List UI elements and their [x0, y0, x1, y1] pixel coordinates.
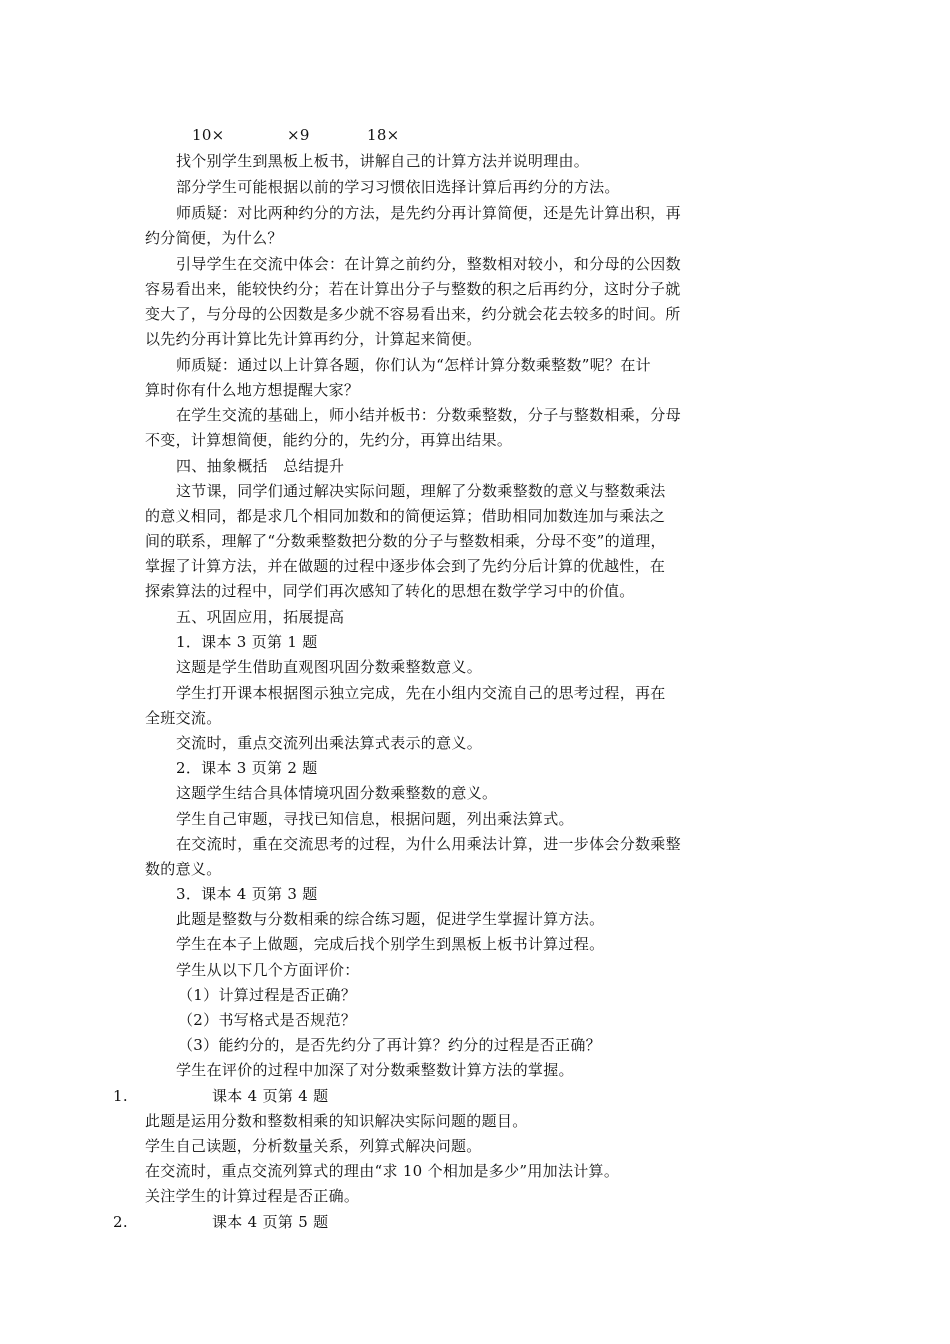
paragraph-line: 师质疑：通过以上计算各题，你们认为“怎样计算分数乘整数”呢？在计: [176, 356, 651, 374]
exercise-heading: 2．课本 3 页第 2 题: [176, 759, 318, 777]
paragraph-line: 全班交流。: [145, 709, 222, 727]
paragraph-line: 交流时，重点交流列出乘法算式表示的意义。: [176, 734, 483, 752]
paragraph-line: 学生从以下几个方面评价：: [176, 961, 360, 979]
paragraph-line: 引导学生在交流中体会：在计算之前约分，整数相对较小，和分母的公因数: [176, 255, 681, 273]
list-number: 1.: [113, 1087, 128, 1105]
paragraph-line: 学生在评价的过程中加深了对分数乘整数计算方法的掌握。: [176, 1061, 574, 1079]
paragraph-line: 的意义相同，都是求几个相同加数和的简便运算；借助相同加数连加与乘法之: [145, 507, 666, 525]
paragraph-line: 关注学生的计算过程是否正确。: [145, 1187, 360, 1205]
paragraph-line: 不变，计算想简便，能约分的，先约分，再算出结果。: [145, 431, 513, 449]
paragraph-line: 师质疑：对比两种约分的方法，是先约分再计算简便，还是先计算出积，再: [176, 204, 681, 222]
paragraph-line: 变大了，与分母的公因数是多少就不容易看出来，约分就会花去较多的时间。所: [145, 305, 681, 323]
paragraph-line: 约分简便，为什么？: [145, 229, 283, 247]
numbered-item-1: [113, 1086, 513, 1106]
paragraph-line: 掌握了计算方法，并在做题的过程中逐步体会到了先约分后计算的优越性，在: [145, 557, 666, 575]
checklist-item: （2）书写格式是否规范？: [178, 1011, 357, 1029]
numbered-item-2: [113, 1212, 513, 1232]
paragraph-line: 在交流时，重点交流列算式的理由“求 10 个相加是多少”用加法计算。: [145, 1162, 620, 1180]
paragraph-line: 学生在本子上做题，完成后找个别学生到黑板上板书计算过程。: [176, 935, 605, 953]
checklist-item: （1）计算过程是否正确？: [178, 986, 357, 1004]
paragraph-line: 学生自己读题，分析数量关系，列算式解决问题。: [145, 1137, 482, 1155]
paragraph-line: 算时你有什么地方想提醒大家？: [145, 381, 360, 399]
paragraph-line: 在学生交流的基础上，师小结并板书：分数乘整数，分子与整数相乘，分母: [176, 406, 681, 424]
paragraph-line: 学生自己审题，寻找已知信息，根据问题，列出乘法算式。: [176, 810, 574, 828]
section-heading: 五、巩固应用，拓展提高: [176, 608, 345, 626]
list-item-text: 课本 4 页第 4 题: [212, 1087, 329, 1105]
calc-expression-3: 18×: [367, 126, 400, 144]
paragraph-line: 探索算法的过程中，同学们再次感知了转化的思想在数学学习中的价值。: [145, 582, 635, 600]
paragraph-line: 这题学生结合具体情境巩固分数乘整数的意义。: [176, 784, 498, 802]
paragraph-line: 数的意义。: [145, 860, 222, 878]
calculation-row: [192, 125, 400, 145]
list-number: 2.: [113, 1213, 128, 1231]
paragraph-line: 找个别学生到黑板上板书，讲解自己的计算方法并说明理由。: [176, 152, 590, 170]
calc-expression-2: ×9: [287, 126, 310, 144]
paragraph-line: 在交流时，重在交流思考的过程，为什么用乘法计算，进一步体会分数乘整: [176, 835, 681, 853]
list-item-text: 课本 4 页第 5 题: [212, 1213, 329, 1231]
paragraph-line: 以先约分再计算比先计算再约分，计算起来简便。: [145, 330, 482, 348]
paragraph-line: 部分学生可能根据以前的学习习惯依旧选择计算后再约分的方法。: [176, 178, 620, 196]
exercise-heading: 1．课本 3 页第 1 题: [176, 633, 318, 651]
calc-expression-1: 10×: [192, 126, 225, 144]
paragraph-line: 此题是整数与分数相乘的综合练习题，促进学生掌握计算方法。: [176, 910, 605, 928]
paragraph-line: 学生打开课本根据图示独立完成，先在小组内交流自己的思考过程，再在: [176, 684, 666, 702]
paragraph-line: 容易看出来，能较快约分；若在计算出分子与整数的积之后再约分，这时分子就: [145, 280, 681, 298]
paragraph-line: 此题是运用分数和整数相乘的知识解决实际问题的题目。: [145, 1112, 528, 1130]
exercise-heading: 3．课本 4 页第 3 题: [176, 885, 318, 903]
paragraph-line: 这题是学生借助直观图巩固分数乘整数意义。: [176, 658, 483, 676]
checklist-item: （3）能约分的，是否先约分了再计算？约分的过程是否正确？: [178, 1036, 601, 1054]
paragraph-line: 这节课，同学们通过解决实际问题，理解了分数乘整数的意义与整数乘法: [176, 482, 666, 500]
section-heading: 四、抽象概括 总结提升: [176, 457, 345, 475]
paragraph-line: 间的联系，理解了“分数乘整数把分数的分子与整数相乘，分母不变”的道理，: [145, 532, 666, 550]
